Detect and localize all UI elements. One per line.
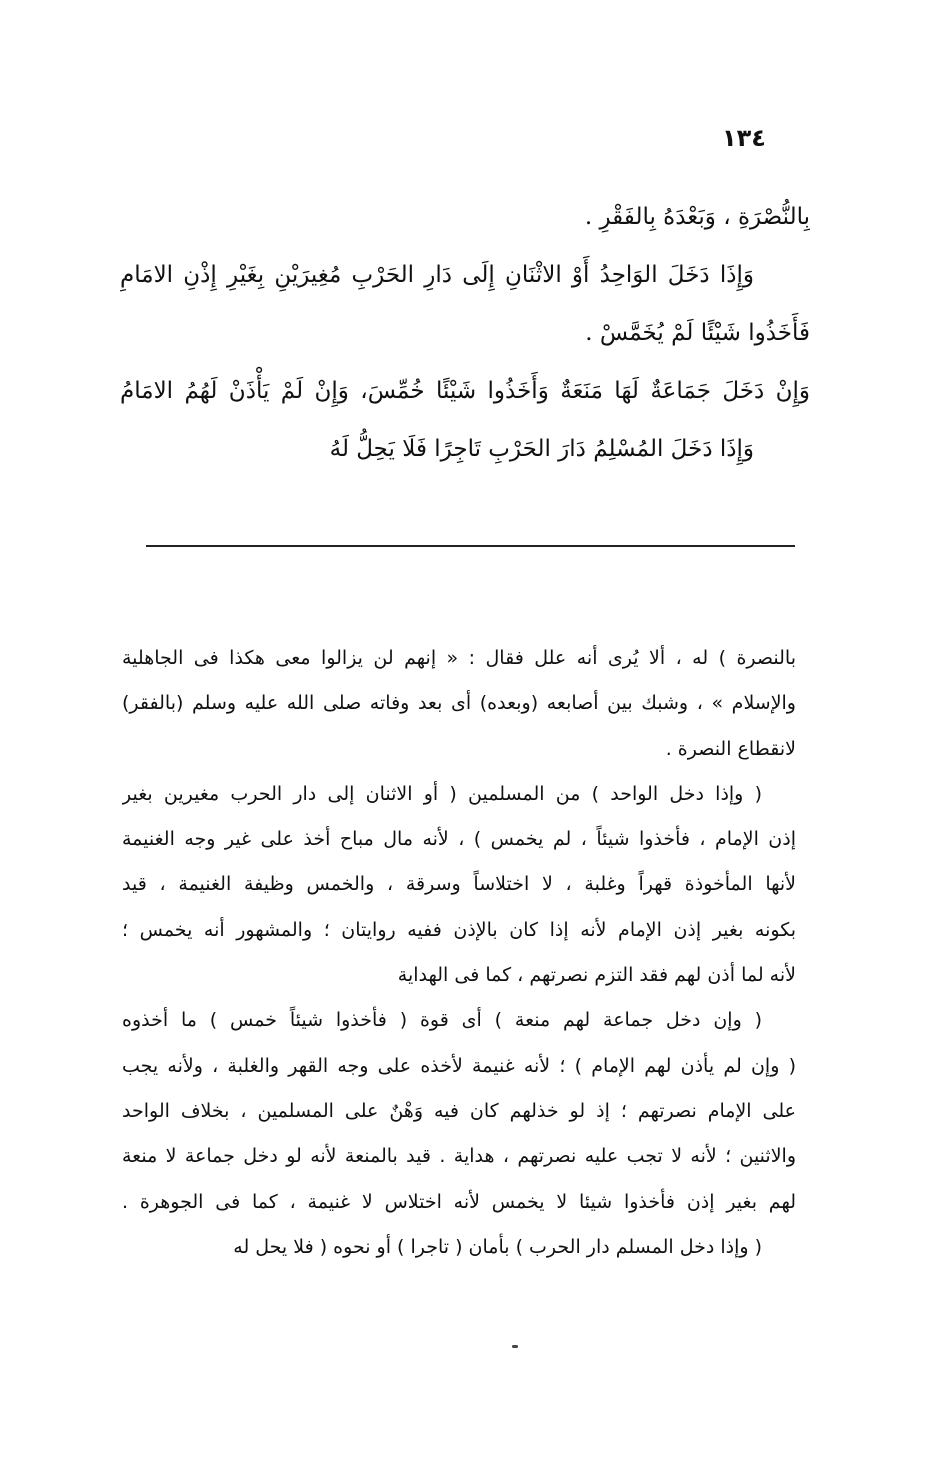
commentary-line: ( وإن لم يأذن لهم الإمام ) ؛ لأنه غنيمة لأخذه على وجه القهر والغلبة ، ولأنه يجب xyxy=(122,1054,796,1077)
matn-line: وَإِنْ دَخَلَ جَمَاعَةٌ لَهَا مَنَعَةٌ وَأَخَذُوا شَيْئًا خُمِّسَ، وَإِنْ لَمْ يَأْذَنْ لَهُمُ الامَامُ xyxy=(120,378,810,404)
commentary-line: ( وإذا دخل الواحد ) من المسلمين ( أو الاثنان إلى دار الحرب مغيرين بغير xyxy=(122,782,762,805)
commentary-line: ( وإن دخل جماعة لهم منعة ) أى قوة ( فأخذوا شيئاً خمس ) ما أخذوه xyxy=(122,1009,762,1032)
matn-block xyxy=(120,188,810,478)
commentary-line: على الإمام نصرتهم ؛ إذ لو خذلهم كان فيه وَهْنٌ على المسلمين ، بخلاف الواحد xyxy=(122,1099,796,1122)
commentary-line: بالنصرة ) له ، ألا يُرى أنه علل فقال : « إنهم لن يزالوا معى هكذا فى الجاهلية xyxy=(122,647,796,669)
commentary-line: بكونه بغير إذن الإمام لأنه إذا كان بالإذن ففيه روايتان ؛ والمشهور أنه يخمس ؛ xyxy=(122,918,796,941)
footnote-divider xyxy=(146,545,795,547)
commentary-line: لأنها المأخوذة قهراً وغلبة ، لا اختلاساً وسرقة ، والخمس وظيفة الغنيمة ، قيد xyxy=(122,873,796,896)
page-number: ١٣٤ xyxy=(722,124,766,152)
matn-line: وَإِذَا دَخَلَ المُسْلِمُ دَارَ الحَرْبِ تَاجِرًا فَلَا يَحِلُّ لَهُ xyxy=(329,436,754,462)
commentary-block xyxy=(122,636,796,1270)
commentary-line: إذن الإمام ، فأخذوا شيئاً ، لم يخمس ) ، لأنه مال مباح أخذ على غير وجه الغنيمة xyxy=(122,828,796,851)
commentary-line: والإسلام » ، وشبك بين أصابعه (وبعده) أى بعد وفاته صلى الله عليه وسلم (بالفقر) xyxy=(122,692,796,715)
matn-line: وَإِذَا دَخَلَ الوَاحِدُ أَوْ الاثْنَانِ إِلَى دَارِ الحَرْبِ مُغِيرَيْنِ بِغَيْرِ إِذْنِ الامَامِ xyxy=(120,262,754,288)
commentary-line: لهم بغير إذن فأخذوا شيئا لا يخمس لأنه اختلاس لا غنيمة ، كما فى الجوهرة . xyxy=(122,1190,796,1213)
matn-line: بِالنُّصْرَةِ ، وَبَعْدَهُ بِالفَقْرِ . xyxy=(584,204,810,230)
commentary-line: لأنه لما أذن لهم فقد التزم نصرتهم ، كما فى الهداية xyxy=(397,964,796,987)
commentary-line: ( وإذا دخل المسلم دار الحرب ) بأمان ( تاجرا ) أو نحوه ( فلا يحل له xyxy=(233,1235,762,1258)
ink-speck xyxy=(512,1345,518,1348)
commentary-line: والاثنين ؛ لأنه لا تجب عليه نصرتهم ، هداية . قيد بالمنعة لأنه لو دخل جماعة لا منعة xyxy=(122,1145,796,1168)
matn-line: فَأَخَذُوا شَيْئًا لَمْ يُخَمَّسْ . xyxy=(585,320,810,346)
commentary-line: لانقطاع النصرة . xyxy=(665,737,796,760)
